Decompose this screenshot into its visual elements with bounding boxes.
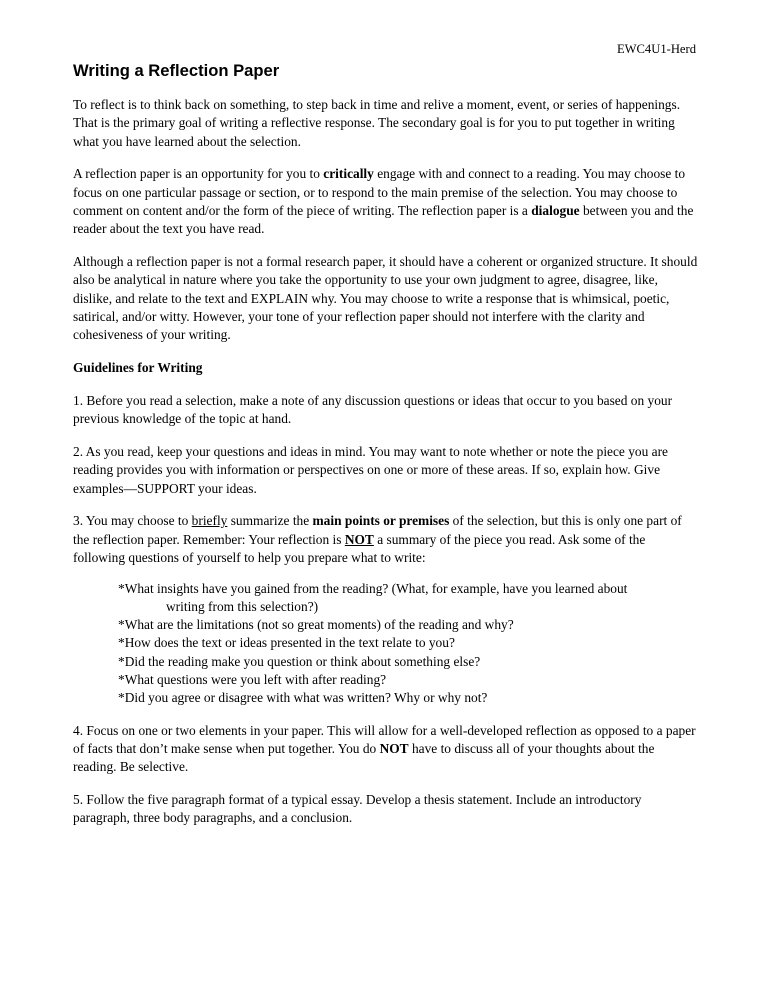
question-item: *How does the text or ideas presented in the text relate to you?: [118, 635, 455, 651]
question-item-continuation: writing from this selection?): [166, 598, 319, 614]
guideline-2: 2. As you read, keep your questions and ideas in mind. You may want to note whether or note the piece you are reading provides you with information or perspectives on one or more of these areas. If so, explain how. Give examples—SUPPORT your ideas.: [73, 443, 669, 496]
text-run: have to discuss all of your thoughts about the reading. Be selective.: [73, 740, 655, 775]
document-body: [73, 96, 698, 842]
intro-paragraph-3: Although a reflection paper is not a formal research paper, it should have a coherent or organized structure. It should also be analytical in nature where you take the opportunity to use your own judgment to agree, disagree, like, dislike, and relate to the text and EXPLAIN why. You may choose to write a response that is whimsical, poetic, satirical, and/or witty. However, your tone of your reflection paper should not interfere with the clarity and cohesiveness of your writing.: [73, 254, 698, 343]
question-item: *What insights have you gained from the reading? (What, for example, have you learned about: [118, 580, 628, 596]
guideline-4: [73, 722, 698, 777]
reflection-questions-list: [118, 580, 698, 707]
page-title: Writing a Reflection Paper: [73, 61, 280, 80]
bold-dialogue: dialogue: [531, 202, 580, 218]
text-run: 3. You may choose to: [73, 513, 192, 529]
text-run: 4. Focus on one or two elements in your paper. This will allow for a well-developed reflection as opposed to a paper of facts that don’t make sense when put together. You do: [73, 722, 696, 756]
text-run: summarize the: [227, 513, 313, 529]
question-item: *What questions were you left with after reading?: [118, 671, 387, 687]
course-code: EWC4U1-Herd: [616, 42, 696, 56]
guidelines-heading: Guidelines for Writing: [73, 360, 203, 376]
bold-critically: critically: [323, 166, 374, 182]
bold-not: NOT: [344, 531, 374, 547]
intro-paragraph-2: [73, 165, 698, 238]
underline-briefly: briefly: [191, 513, 228, 529]
text-run: A reflection paper is an opportunity for you to: [73, 166, 324, 182]
text-run: of the selection, but this is only one part of the reflection paper. Remember: Your reflection is: [73, 513, 682, 547]
text-run: engage with and connect to a reading. You may choose to focus on one particular passage or section, or to respond to the main premise of the selection. You may choose to comment on content and/or the form of the piece of writing. The reflection paper is a: [73, 166, 686, 218]
text-run: a summary of the piece you read. Ask some of the following questions of yourself to help you prepare what to write:: [73, 531, 646, 565]
text-run: between you and the reader about the text you have read.: [73, 202, 694, 237]
bold-main-points: main points or premises: [312, 513, 450, 529]
intro-paragraph-1: To reflect is to think back on something, to step back in time and relive a moment, event, or series of happenings. That is the primary goal of writing a reflective response. The secondary goal is for you to put together in writing what you have learned about the selection.: [73, 97, 681, 149]
question-item: *Did you agree or disagree with what was written? Why or why not?: [118, 689, 488, 705]
bold-not-2: NOT: [379, 740, 409, 756]
guideline-1: 1. Before you read a selection, make a note of any discussion questions or ideas that occur to you based on your previous knowledge of the topic at hand.: [73, 392, 673, 427]
question-item: *What are the limitations (not so great moments) of the reading and why?: [118, 617, 514, 633]
question-item: *Did the reading make you question or think about something else?: [118, 653, 481, 669]
guideline-3: [73, 512, 698, 567]
guideline-5: 5. Follow the five paragraph format of a typical essay. Develop a thesis statement. Include an introductory paragraph, three body paragraphs, and a conclusion.: [73, 792, 642, 826]
